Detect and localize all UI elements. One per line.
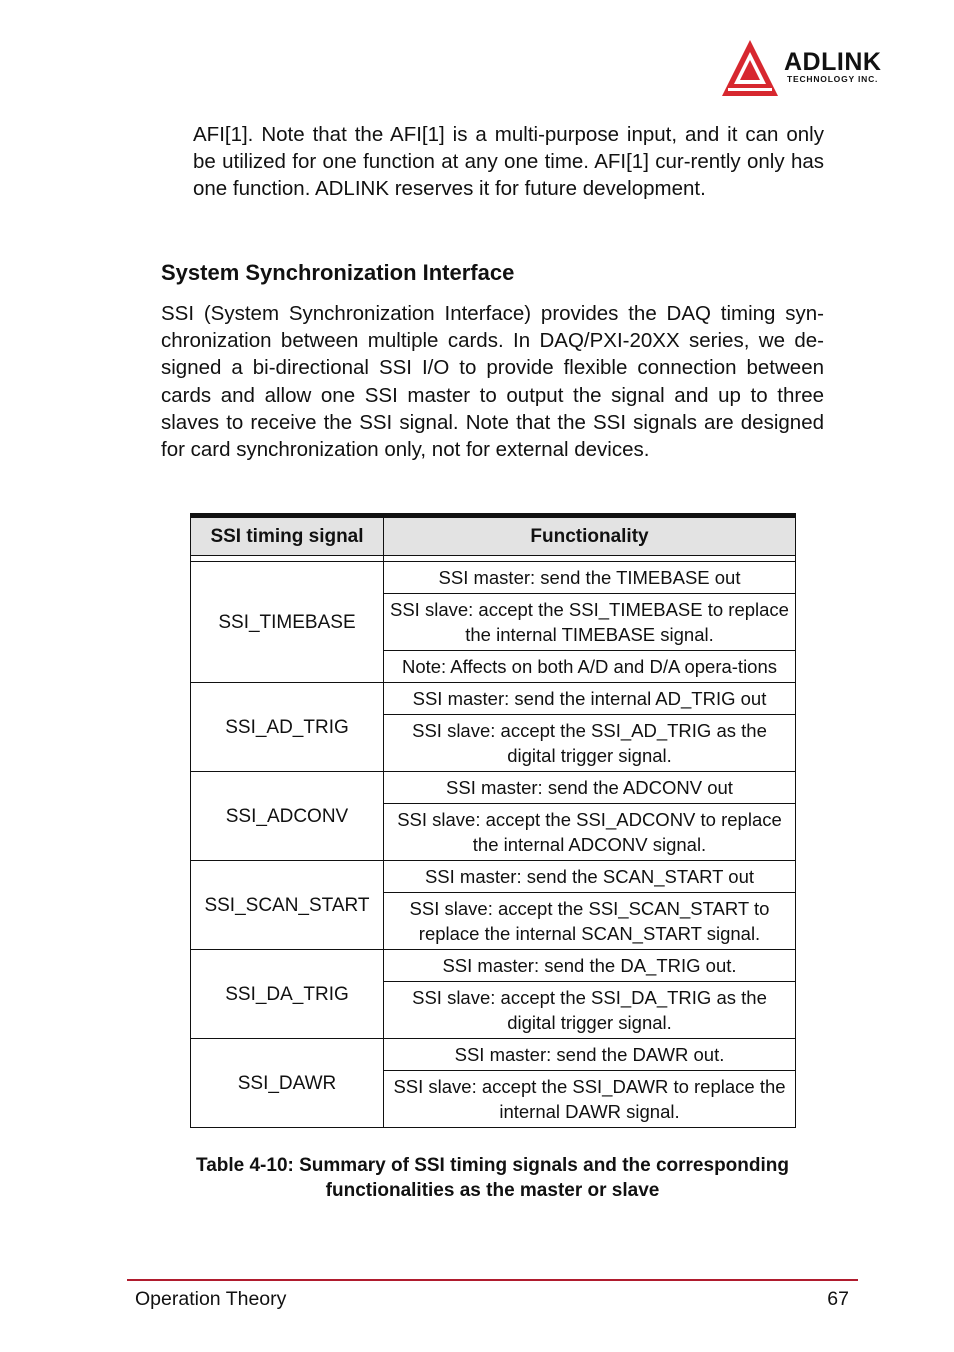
function-cell: SSI slave: accept the SSI_SCAN_START to replace the internal SCAN_START signal. — [384, 893, 796, 950]
footer-section-name: Operation Theory — [135, 1288, 287, 1310]
signal-name: SSI_DAWR — [191, 1039, 384, 1128]
brand-subtitle: TECHNOLOGY INC. — [787, 74, 879, 84]
adlink-triangle-logo-icon — [722, 38, 780, 100]
section-title: System Synchronization Interface — [161, 260, 515, 285]
section-body: SSI (System Synchronization Interface) provides the DAQ timing syn-chronization between multiple cards. In DAQ/PXI-20XX series, we de-signed a bi-directional SSI I/O to provide flexible connection between cards and allow one SSI master to output the signal and up to three slaves to receive the SSI signal. Note that the SSI signals are designed for card synchronization only, not for external devices. — [161, 302, 824, 462]
footer-rule — [127, 1279, 858, 1281]
table-row — [191, 1039, 796, 1071]
function-cell: SSI slave: accept the SSI_ADCONV to replace the internal ADCONV signal. — [384, 804, 796, 861]
function-cell: SSI master: send the internal AD_TRIG out — [384, 683, 796, 715]
table-row — [191, 861, 796, 893]
intro-paragraph: AFI[1]. Note that the AFI[1] is a multi-purpose input, and it can only be utilized for one function at any one time. AFI[1] cur-rently only has one function. ADLINK reserves it for future development. — [193, 123, 824, 201]
page-number: 67 — [827, 1288, 849, 1310]
column-header-signal: SSI timing signal — [191, 516, 384, 556]
function-cell: Note: Affects on both A/D and D/A opera-tions — [384, 651, 796, 683]
table-row — [191, 772, 796, 804]
signal-name: SSI_ADCONV — [191, 772, 384, 861]
function-cell: SSI slave: accept the SSI_DA_TRIG as the digital trigger signal. — [384, 982, 796, 1039]
column-header-functionality: Functionality — [384, 516, 796, 556]
function-cell: SSI master: send the DA_TRIG out. — [384, 950, 796, 982]
function-cell: SSI master: send the SCAN_START out — [384, 861, 796, 893]
signal-name: SSI_TIMEBASE — [191, 562, 384, 683]
table-caption-line-1: Table 4-10: Summary of SSI timing signals and the corresponding — [196, 1155, 789, 1176]
function-cell: SSI slave: accept the SSI_TIMEBASE to replace the internal TIMEBASE signal. — [384, 594, 796, 651]
function-cell: SSI slave: accept the SSI_DAWR to replace the internal DAWR signal. — [384, 1071, 796, 1128]
function-cell: SSI master: send the ADCONV out — [384, 772, 796, 804]
adlink-logo — [722, 38, 922, 100]
ssi-signal-table — [190, 513, 796, 1128]
table-row — [191, 950, 796, 982]
table-caption-line-2: functionalities as the master or slave — [325, 1180, 660, 1201]
function-cell: SSI master: send the DAWR out. — [384, 1039, 796, 1071]
signal-name: SSI_DA_TRIG — [191, 950, 384, 1039]
table-row — [191, 683, 796, 715]
signal-name: SSI_SCAN_START — [191, 861, 384, 950]
function-cell: SSI master: send the TIMEBASE out — [384, 562, 796, 594]
table-row — [191, 562, 796, 594]
table-caption — [150, 1153, 835, 1203]
function-cell: SSI slave: accept the SSI_AD_TRIG as the digital trigger signal. — [384, 715, 796, 772]
signal-name: SSI_AD_TRIG — [191, 683, 384, 772]
brand-name: ADLINK — [784, 48, 882, 76]
